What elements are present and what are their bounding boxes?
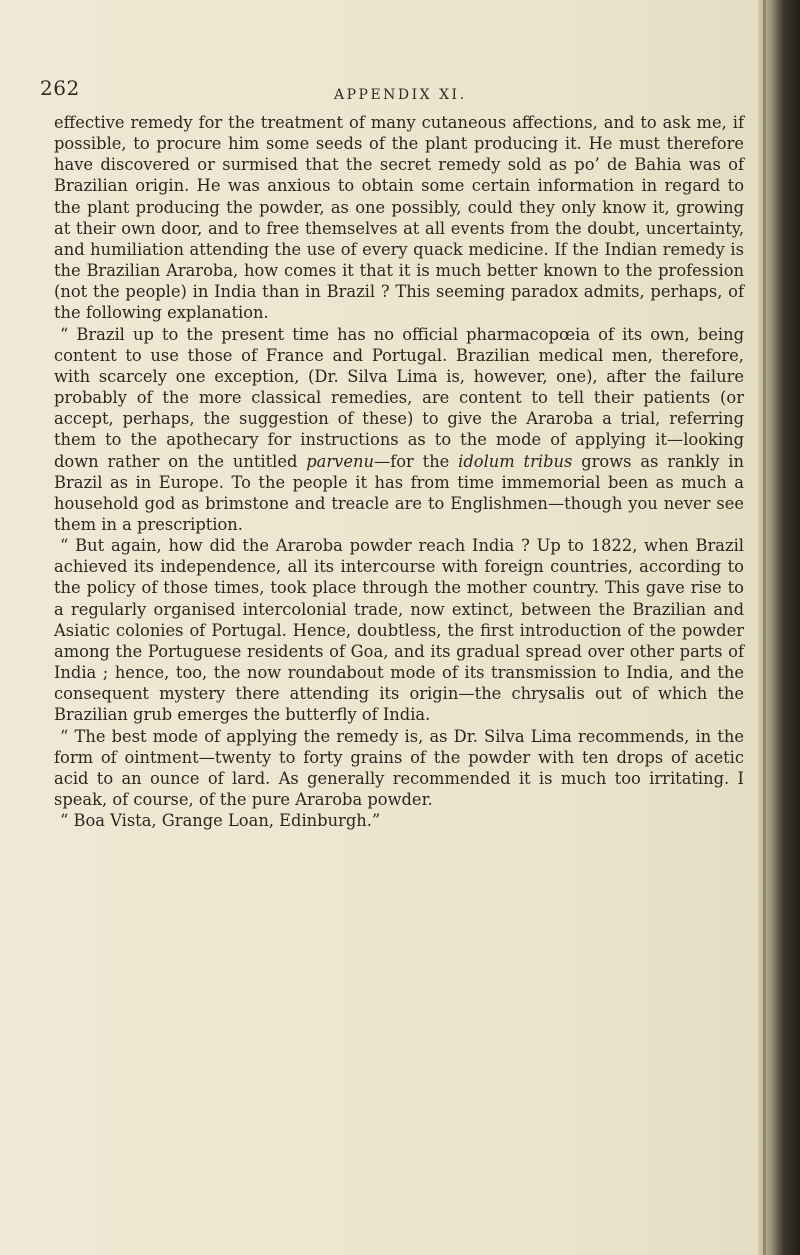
paragraph — [54, 535, 744, 725]
paragraph — [54, 112, 744, 324]
paragraph — [54, 324, 744, 536]
italic-term-parvenu: parvenu — [306, 451, 374, 471]
text-segment: “ But again, how did the Araroba powder reach India ? Up to 1822, when Brazil achieved its independence, all its intercourse with foreign countries, according to the policy of those times, took place through the mother country. This gave rise to a regularly organised intercolonial trade, now extinct, between the Brazilian and Asiatic colonies of Portugal. Hence, doubtless, the first introduction of the powder among the Portuguese residents of Goa, and its gradual spread over other parts of India ; hence, too, the now roundabout mode of its transmission to India, and the consequent mystery there attending its origin—the chrysalis out of which the Brazilian grub emerges the butterfly of India. — [54, 536, 744, 725]
signature-line — [54, 810, 744, 831]
text-segment: “ The best mode of applying the remedy is, as Dr. Silva Lima recommends, in the form of ointment—twenty to forty grains of the powder with ten drops of acetic acid to an ounce of lard. As generally recommended it is much too irritating. I speak, of course, of the pure Araroba powder. — [54, 726, 744, 809]
body-text — [54, 112, 744, 831]
text-segment: grows as rankly in Brazil as in Europe. To the people it has from time immemorial been as much a household god as brimstone and treacle are to Englishmen—though you never see them in a prescription. — [54, 451, 744, 534]
running-head: APPENDIX XI. — [334, 87, 467, 103]
text-segment: “ Brazil up to the present time has no official pharmacopœia of its own, being content to use those of France and Portugal. Brazilian medical men, therefore, with scarcely one exception, (Dr. Silva Lima is, however, one), after the failure probably of the more classical remedies, are content to tell their patients (or accept, perhaps, the suggestion of these) to give the Araroba a trial, referring them to the apothecary for instructions as to the mode of applying it—looking down rather on the untitled — [54, 324, 744, 471]
text-segment: “ Boa Vista, Grange Loan, Edinburgh.” — [60, 811, 381, 831]
page-number: 262 — [40, 76, 80, 100]
text-segment: —for the — [373, 451, 459, 471]
text-segment: effective remedy for the treatment of many cutaneous affections, and to ask me, if possible, to procure him some seeds of the plant producing it. He must therefore have discovered or surmised that the secret remedy sold as po’ de Bahia was of Brazilian origin. He was anxious to obtain some certain information in regard to the plant producing the powder, as one possibly, could they only know it, growing at their own door, and to free themselves at all events from the doubt, uncertainty, and humiliation attending the use of every quack medicine. If the Indian remedy is the Brazilian Araroba, how comes it that it is much better known to the profession (not the people) in India than in Brazil ? This seeming paradox admits, perhaps, of the following explanation. — [54, 113, 744, 323]
paragraph — [54, 726, 744, 811]
binding-shadow-line — [763, 0, 766, 1255]
italic-term-idolum-tribus: idolum tribus — [458, 451, 573, 471]
